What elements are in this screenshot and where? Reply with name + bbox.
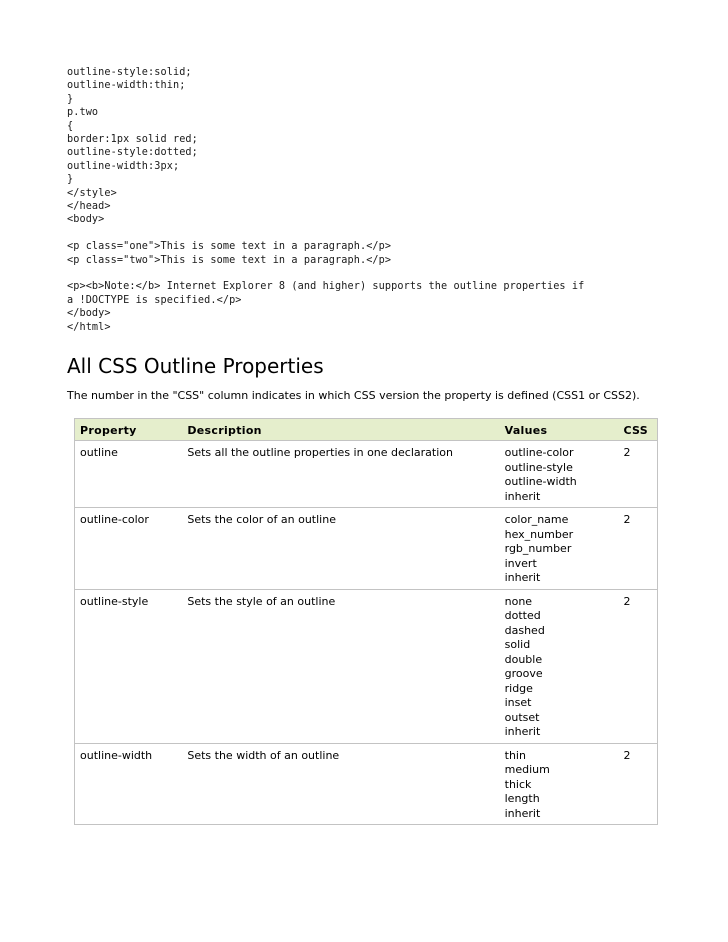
code-example bbox=[67, 66, 661, 334]
code-line: outline-style:dotted; bbox=[67, 147, 198, 159]
header-description: Description bbox=[182, 419, 499, 441]
value-item: ridge bbox=[504, 681, 533, 695]
code-line: } bbox=[67, 93, 74, 105]
value-item: outline-color bbox=[504, 446, 574, 460]
code-line: </style> bbox=[67, 187, 117, 199]
cell-property: outline-style bbox=[75, 589, 183, 743]
cell-property: outline bbox=[75, 441, 183, 508]
cell-values bbox=[500, 589, 619, 743]
code-line: <body> bbox=[67, 214, 105, 226]
table-header-row bbox=[75, 419, 658, 441]
table-row bbox=[75, 743, 658, 825]
value-item: invert bbox=[504, 556, 537, 570]
cell-values bbox=[500, 743, 619, 825]
header-css: CSS bbox=[618, 419, 657, 441]
table-row bbox=[75, 508, 658, 590]
code-line: { bbox=[67, 120, 74, 132]
value-item: outset bbox=[504, 710, 540, 724]
code-line: <p class="one">This is some text in a paragraph.</p> bbox=[67, 241, 392, 253]
code-line: </body> bbox=[67, 308, 111, 320]
code-line bbox=[67, 227, 661, 240]
code-line: p.two bbox=[67, 107, 99, 119]
cell-property: outline-width bbox=[75, 743, 183, 825]
code-line bbox=[67, 267, 661, 280]
table-row bbox=[75, 441, 658, 508]
cell-css-version: 2 bbox=[618, 589, 657, 743]
value-item: thin bbox=[504, 748, 526, 762]
value-item: inherit bbox=[504, 571, 541, 585]
code-line: } bbox=[67, 174, 74, 186]
value-item: inherit bbox=[504, 806, 541, 820]
cell-css-version: 2 bbox=[618, 508, 657, 590]
code-line: outline-width:thin; bbox=[67, 80, 186, 92]
value-item: double bbox=[504, 652, 543, 666]
value-item: length bbox=[504, 792, 540, 806]
section-intro: The number in the "CSS" column indicates in which CSS version the property is defined (CSS1 or CSS2). bbox=[67, 389, 640, 403]
value-item: rgb_number bbox=[504, 542, 572, 556]
value-item: inherit bbox=[504, 725, 541, 739]
cell-description: Sets all the outline properties in one declaration bbox=[182, 441, 499, 508]
table-row bbox=[75, 589, 658, 743]
value-item: dotted bbox=[504, 609, 541, 623]
value-item: hex_number bbox=[504, 527, 574, 541]
code-line: </head> bbox=[67, 201, 111, 213]
cell-css-version: 2 bbox=[618, 441, 657, 508]
code-line: outline-width:3px; bbox=[67, 160, 180, 172]
cell-description: Sets the width of an outline bbox=[182, 743, 499, 825]
cell-css-version: 2 bbox=[618, 743, 657, 825]
cell-description: Sets the color of an outline bbox=[182, 508, 499, 590]
value-item: dashed bbox=[504, 623, 545, 637]
code-line: outline-style:solid; bbox=[67, 67, 192, 78]
cell-values bbox=[500, 508, 619, 590]
code-line: border:1px solid red; bbox=[67, 134, 198, 146]
header-values: Values bbox=[500, 419, 619, 441]
cell-description: Sets the style of an outline bbox=[182, 589, 499, 743]
cell-property: outline-color bbox=[75, 508, 183, 590]
value-item: none bbox=[504, 594, 533, 608]
value-item: outline-width bbox=[504, 475, 577, 489]
section-title: All CSS Outline Properties bbox=[67, 354, 324, 379]
value-item: inset bbox=[504, 696, 532, 710]
code-line: <p><b>Note:</b> Internet Explorer 8 (and higher) supports the outline properties if bbox=[67, 281, 585, 293]
code-line: <p class="two">This is some text in a paragraph.</p> bbox=[67, 254, 392, 266]
code-line: a !DOCTYPE is specified.</p> bbox=[67, 294, 242, 306]
value-item: inherit bbox=[504, 489, 541, 503]
value-item: solid bbox=[504, 638, 531, 652]
value-item: thick bbox=[504, 777, 532, 791]
code-line: </html> bbox=[67, 321, 111, 333]
document-page bbox=[67, 66, 661, 825]
value-item: outline-style bbox=[504, 460, 573, 474]
value-item: color_name bbox=[504, 513, 569, 527]
cell-values bbox=[500, 441, 619, 508]
outline-properties-table bbox=[74, 418, 658, 825]
value-item: groove bbox=[504, 667, 543, 681]
value-item: medium bbox=[504, 763, 550, 777]
header-property: Property bbox=[75, 419, 183, 441]
